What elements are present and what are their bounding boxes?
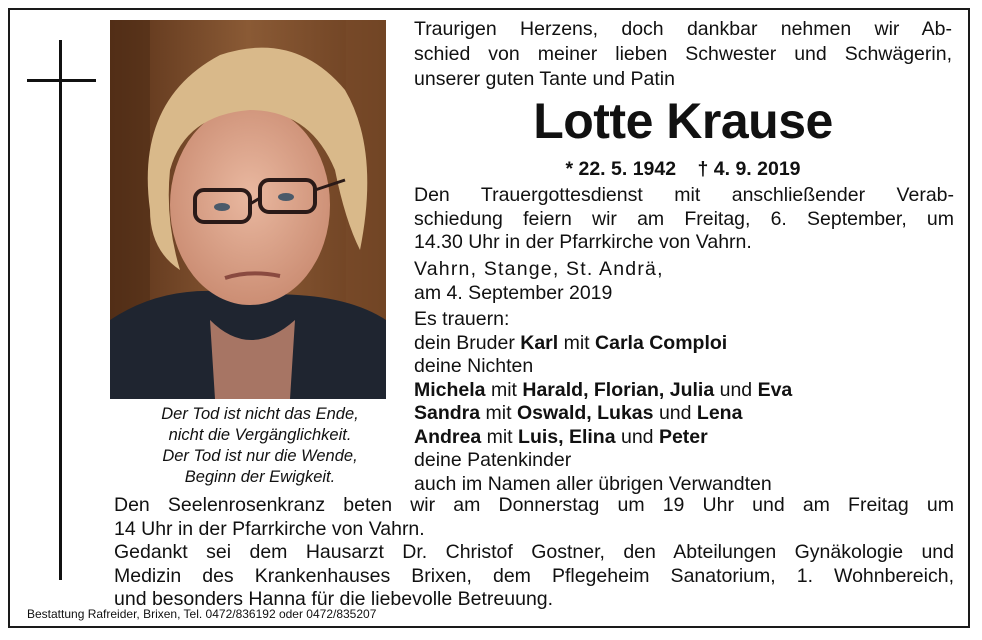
mourner-text: und [719,378,753,401]
mourner-row-andrea [414,426,954,450]
deceased-name: Lotte Krause [533,93,833,149]
mourner-text: mit [486,425,513,448]
life-dates [414,157,952,181]
mourner-name: Peter [658,425,708,448]
rosary-line: 14 Uhr in der Pfarrkirche von Vahrn. [114,517,425,540]
mourner-name: Carla Comploi [595,331,728,354]
birth-date: * 22. 5. 1942 [565,158,677,180]
quote-line: Der Tod ist nicht das Ende, [161,405,359,423]
mourner-text: mit [490,378,517,401]
rosary-line: Den Seelenrosenkranz beten wir am Donnerstag um 19 Uhr und am Freitag um [114,494,954,516]
mourner-name: Karl [520,331,559,354]
place-and-date [414,258,954,305]
quote-line: Beginn der Ewigkeit. [184,468,336,486]
intro-line: Traurigen Herzens, doch dankbar nehmen wir Ab- [414,18,952,40]
death-date: † 4. 9. 2019 [697,158,801,180]
mourner-text: und [658,402,692,424]
memorial-quote [110,404,410,488]
quote-line: Der Tod ist nur die Wende, [162,447,358,465]
place: Vahrn, Stange, St. Andrä, [414,258,664,280]
thanks-line: Gedankt sei dem Hausarzt Dr. Christof Gostner, den Abteilungen Gynäkologie und [114,541,954,563]
intro-text [414,17,952,92]
service-announcement [414,184,954,255]
funeral-home-footer: Bestattung Rafreider, Brixen, Tel. 0472/836192 oder 0472/835207 [27,607,377,621]
mourner-name: Andrea [414,425,482,448]
mourner-row-michela [414,379,954,403]
intro-line: unserer guten Tante und Patin [414,68,675,90]
mourner-row-relatives: auch im Namen aller übrigen Verwandten [414,472,772,495]
mourner-name: Luis, Elina [518,425,616,448]
mourner-row-brother [414,332,954,356]
mourners-heading: Es trauern: [414,308,510,330]
mourner-name: Harald, Florian, Julia [522,378,715,401]
portrait-photo [110,20,386,399]
cross-icon-horizontal [27,79,96,82]
mourner-text: mit [563,331,590,354]
mourner-text: und [620,425,654,448]
mourner-row-godchildren: deine Patenkinder [414,449,572,471]
mourner-name: Eva [757,378,793,401]
intro-line: schied von meiner lieben Schwester und Schwägerin, [414,43,952,65]
cross-icon-vertical [59,40,62,580]
rosary-and-thanks [114,494,954,612]
service-line: schiedung feiern wir am Freitag, 6. September, um [414,207,954,230]
mourner-name: Oswald, Lukas [516,402,654,424]
quote-line: nicht die Vergänglichkeit. [168,426,352,444]
mourner-row-nieces: deine Nichten [414,355,534,377]
mourner-text: mit [485,402,512,424]
mourner-name: Michela [414,378,486,401]
thanks-line: und besonders Hanna für die liebevolle Betreuung. [114,588,554,610]
mourners-list [414,308,954,496]
mourner-name: Lena [696,402,743,424]
service-line: Den Trauergottesdienst mit anschließender Verab- [414,184,954,206]
mourner-text: dein Bruder [414,331,515,354]
service-line: 14.30 Uhr in der Pfarrkirche von Vahrn. [414,231,752,253]
thanks-line: Medizin des Krankenhauses Brixen, dem Pflegeheim Sanatorium, 1. Wohnbereich, [114,564,954,587]
mourner-name: Sandra [414,402,481,424]
date: am 4. September 2019 [414,281,613,304]
mourner-row-sandra [414,402,954,426]
